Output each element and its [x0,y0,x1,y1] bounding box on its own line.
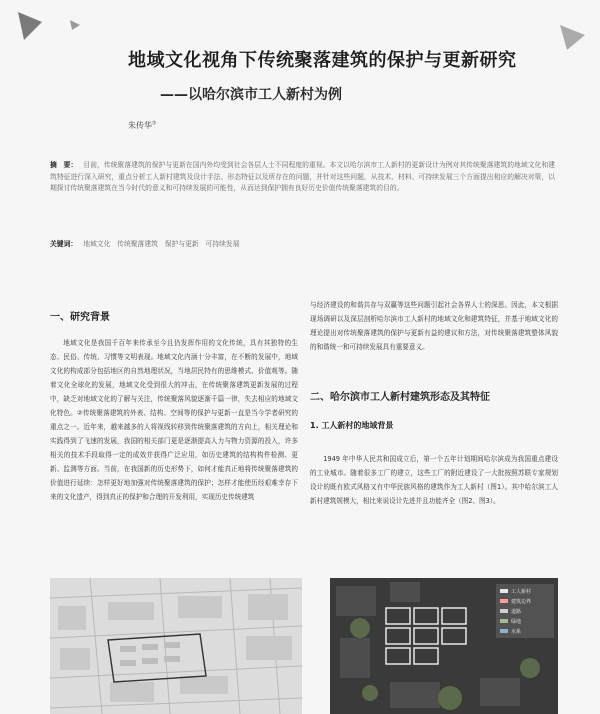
author [128,120,156,131]
triangle-decoration-large [18,12,42,40]
section2-paragraph: 1949 年中华人民共和国成立后，第一个五年计划期间哈尔滨成为我国重点建设的工业城市。随着很多工厂的建立，这些工厂的附近建设了一大批按照苏联专家规划设计的既有欧式风格又有中华民族风格的建筑作为工人新村（图1）。其中哈尔滨工人新村建筑规模大，相比来说设计先进并且功能齐全（图2、图3）。 [310,455,558,505]
paper-subtitle: ——以哈尔滨市工人新村为例 [160,87,342,103]
legend-label: 工人新村 [511,589,532,595]
legend-label: 水系 [511,629,522,635]
keywords-text: 地域文化 传统聚落建筑 保护与更新 可持续发展 [83,240,240,248]
continuation-paragraph: 与经济建设的和谐共存与双赢等这些问题引起社会各界人士的深思。因此，本文根据现场调研以及深层剖析哈尔滨市工人新村的地域文化和建筑特征，并基于地域文化的理论提出对传统聚落建筑的保护与更新有益的建议和方法，对传统聚落建筑整体风貌的和谐统一和可持续发展具有重要意义。 [310,301,558,351]
legend-label: 道路 [511,609,522,615]
triangle-decoration-small [70,20,80,30]
legend-swatch [500,619,508,623]
paper-title: 地域文化视角下传统聚落建筑的保护与更新研究 [128,50,517,71]
section2-body [310,452,558,508]
section1-paragraph: 地域文化是我国千百年来传承至今且仍发挥作用的文化传统，具有其独特的生态、民俗、传统、习惯等文明表现。地域文化内涵十分丰富，在不断的发展中，地域文化的构成部分包括地区的自然地理状况，当地居民特有的思维模式、价值观等。随着文化全球化的发展，地域文化受到很大的冲击，在传统聚落建筑更新发展的过程中，缺乏对地域文化的了解与关注，传统聚落风貌逐渐千篇一律，失去相应的地域文化特色。②传统聚落建筑的外表、结构、空间等的保护与更新一直是当今学者研究的重点之一。近年来，越来越多的人将视线转移到传统聚落建筑的方向上，相关理论和实践得到了飞速的发展，我国的相关部门更是逐渐提高人力与物力资源的投入，许多相关的技术手段取得一定的成效并获得广泛应用，如历史建筑的结构构件检测、更新、监测等方面。当前，在我国新的历史形势下，如何才能真正地将传统聚落建筑的价值进行延续：怎样更好地加强对传统聚落建筑的保护；怎样才能使历经艰难幸存下来的文化遗产，得到真正的保护和合理的开发利用，实现历史传统建筑 [50,339,298,501]
author-note: ① [152,120,157,127]
abstract [50,160,555,195]
legend-label: 建筑边界 [511,599,532,605]
keywords [50,238,555,248]
legend-swatch [500,589,508,593]
legend-swatch [500,609,508,613]
section1-heading: 一、研究背景 [50,312,110,323]
figure-1-map [50,578,302,714]
section2-subheading: 1. 工人新村的地域背景 [310,421,394,430]
figure-2-aerial-photo [330,578,558,714]
author-name: 朱传华 [128,121,152,130]
section1-body [50,336,298,504]
abstract-label: 摘 要： [50,161,78,169]
legend-label: 绿地 [511,619,522,625]
legend-swatch [500,599,508,603]
corner-decoration [0,0,130,70]
abstract-text: 目前，传统聚落建筑的保护与更新在国内外均受到社会各层人士不同程度的重视。本文以哈尔滨市工人新村的更新设计为例对其传统聚落建筑的地域文化和建筑特征进行深入研究，重点分析工人新村建筑及设计手法、形态特征以及所存在的问题，并针对这些问题，从技术、材料、可持续发展三个方面提出相应的解决对策，以期探讨传统聚落建筑在当今时代的意义和可持续发展的可能性，从而达到保护拥有良好历史价值传统聚落建筑的目的。 [50,161,556,193]
section2-heading: 二、哈尔滨市工人新村建筑形态及其特征 [310,392,490,403]
legend-swatch [500,629,508,633]
continuation-body [310,298,558,354]
keywords-label: 关键词： [50,240,78,248]
